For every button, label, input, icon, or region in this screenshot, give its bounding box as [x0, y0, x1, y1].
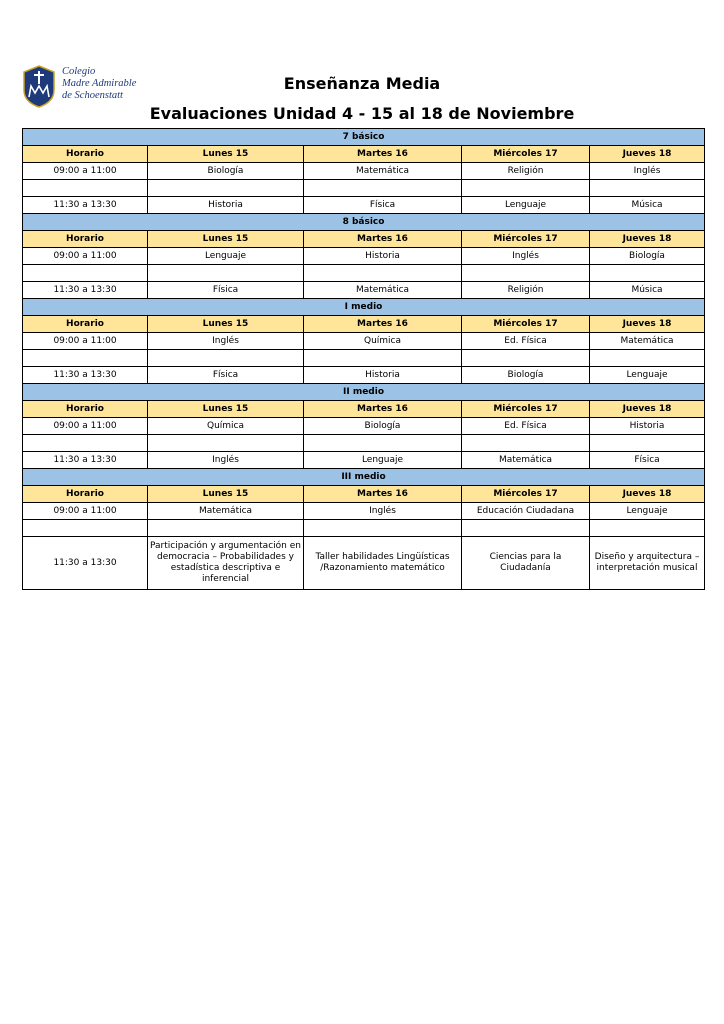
- table-row: [23, 503, 705, 520]
- column-header: Martes 16: [304, 231, 462, 248]
- subject-cell: Biología: [462, 367, 590, 384]
- empty-cell: [23, 180, 148, 197]
- subject-cell: Inglés: [148, 452, 304, 469]
- level-title: I medio: [23, 299, 705, 316]
- empty-cell: [148, 350, 304, 367]
- table-row: [23, 197, 705, 214]
- subject-cell: Biología: [148, 163, 304, 180]
- subject-cell: Matemática: [590, 333, 705, 350]
- column-header: Jueves 18: [590, 401, 705, 418]
- subject-cell: Biología: [590, 248, 705, 265]
- level-row: [23, 214, 705, 231]
- column-header: Horario: [23, 146, 148, 163]
- empty-cell: [304, 180, 462, 197]
- subject-cell: Matemática: [148, 503, 304, 520]
- subject-cell: Lenguaje: [590, 367, 705, 384]
- subject-cell: Diseño y arquitectura – interpretación musical: [590, 537, 705, 590]
- time-cell: 09:00 a 11:00: [23, 333, 148, 350]
- subject-cell: Religión: [462, 163, 590, 180]
- column-header: Miércoles 17: [462, 316, 590, 333]
- empty-cell: [462, 520, 590, 537]
- subject-cell: Física: [148, 367, 304, 384]
- time-cell: 11:30 a 13:30: [23, 367, 148, 384]
- logo-line: de Schoenstatt: [62, 90, 123, 101]
- table-row: [23, 163, 705, 180]
- level-title: 7 básico: [23, 129, 705, 146]
- time-cell: 09:00 a 11:00: [23, 503, 148, 520]
- subject-cell: Música: [590, 197, 705, 214]
- empty-cell: [23, 350, 148, 367]
- time-cell: 09:00 a 11:00: [23, 418, 148, 435]
- subject-cell: Lenguaje: [590, 503, 705, 520]
- table-row: [23, 452, 705, 469]
- subject-cell: Física: [304, 197, 462, 214]
- column-header-row: [23, 401, 705, 418]
- subject-cell: Historia: [304, 248, 462, 265]
- blank-row: [23, 350, 705, 367]
- subject-cell: Inglés: [590, 163, 705, 180]
- column-header: Martes 16: [304, 146, 462, 163]
- column-header: Martes 16: [304, 401, 462, 418]
- empty-cell: [462, 350, 590, 367]
- subject-cell: Ed. Física: [462, 418, 590, 435]
- subject-cell: Historia: [304, 367, 462, 384]
- subject-cell: Lenguaje: [462, 197, 590, 214]
- empty-cell: [148, 265, 304, 282]
- subject-cell: Matemática: [304, 163, 462, 180]
- subject-cell: Participación y argumentación en democracia – Probabilidades y estadística descriptiva e inferencial: [148, 537, 304, 590]
- empty-cell: [148, 180, 304, 197]
- blank-row: [23, 265, 705, 282]
- subject-cell: Inglés: [304, 503, 462, 520]
- column-header: Horario: [23, 231, 148, 248]
- column-header: Lunes 15: [148, 316, 304, 333]
- column-header: Martes 16: [304, 486, 462, 503]
- empty-cell: [23, 520, 148, 537]
- column-header-row: [23, 231, 705, 248]
- empty-cell: [23, 265, 148, 282]
- level-title: 8 básico: [23, 214, 705, 231]
- logo-line: Madre Admirable: [62, 78, 137, 89]
- column-header: Jueves 18: [590, 316, 705, 333]
- empty-cell: [462, 265, 590, 282]
- subject-cell: Taller habilidades Lingüísticas /Razonamiento matemático: [304, 537, 462, 590]
- table-row: [23, 367, 705, 384]
- empty-cell: [23, 435, 148, 452]
- subject-cell: Biología: [304, 418, 462, 435]
- table-row: [23, 333, 705, 350]
- empty-cell: [462, 435, 590, 452]
- page-title: Enseñanza Media: [283, 74, 441, 93]
- column-header-row: [23, 486, 705, 503]
- empty-cell: [590, 180, 705, 197]
- level-row: [23, 469, 705, 486]
- time-cell: 11:30 a 13:30: [23, 537, 148, 590]
- blank-row: [23, 520, 705, 537]
- subject-cell: Música: [590, 282, 705, 299]
- column-header: Horario: [23, 401, 148, 418]
- subject-cell: Ciencias para la Ciudadanía: [462, 537, 590, 590]
- subject-cell: Inglés: [148, 333, 304, 350]
- time-cell: 11:30 a 13:30: [23, 282, 148, 299]
- column-header: Miércoles 17: [462, 146, 590, 163]
- subject-cell: Matemática: [462, 452, 590, 469]
- column-header: Horario: [23, 316, 148, 333]
- column-header: Jueves 18: [590, 231, 705, 248]
- empty-cell: [304, 265, 462, 282]
- subject-cell: Matemática: [304, 282, 462, 299]
- subject-cell: Ed. Física: [462, 333, 590, 350]
- subject-cell: Lenguaje: [148, 248, 304, 265]
- subject-cell: Historia: [590, 418, 705, 435]
- evaluation-schedule-table: [22, 128, 705, 590]
- column-header: Miércoles 17: [462, 401, 590, 418]
- level-title: II medio: [23, 384, 705, 401]
- time-cell: 11:30 a 13:30: [23, 452, 148, 469]
- subject-cell: Educación Ciudadana: [462, 503, 590, 520]
- time-cell: 09:00 a 11:00: [23, 248, 148, 265]
- column-header: Horario: [23, 486, 148, 503]
- level-row: [23, 384, 705, 401]
- empty-cell: [304, 435, 462, 452]
- empty-cell: [148, 520, 304, 537]
- column-header: Miércoles 17: [462, 231, 590, 248]
- empty-cell: [304, 520, 462, 537]
- subject-cell: Inglés: [462, 248, 590, 265]
- empty-cell: [590, 350, 705, 367]
- level-title: III medio: [23, 469, 705, 486]
- column-header-row: [23, 316, 705, 333]
- blank-row: [23, 435, 705, 452]
- empty-cell: [462, 180, 590, 197]
- logo-line: Colegio: [62, 66, 96, 77]
- empty-cell: [304, 350, 462, 367]
- subject-cell: Lenguaje: [304, 452, 462, 469]
- subject-cell: Historia: [148, 197, 304, 214]
- page-subtitle: Evaluaciones Unidad 4 - 15 al 18 de Noviembre: [149, 104, 575, 123]
- empty-cell: [590, 435, 705, 452]
- blank-row: [23, 180, 705, 197]
- column-header: Jueves 18: [590, 486, 705, 503]
- subject-cell: Física: [148, 282, 304, 299]
- column-header-row: [23, 146, 705, 163]
- subject-cell: Química: [148, 418, 304, 435]
- level-row: [23, 129, 705, 146]
- column-header: Lunes 15: [148, 146, 304, 163]
- column-header: Jueves 18: [590, 146, 705, 163]
- level-row: [23, 299, 705, 316]
- column-header: Lunes 15: [148, 486, 304, 503]
- column-header: Lunes 15: [148, 401, 304, 418]
- subject-cell: Química: [304, 333, 462, 350]
- empty-cell: [148, 435, 304, 452]
- table-row: [23, 537, 705, 590]
- table-row: [23, 282, 705, 299]
- table-row: [23, 248, 705, 265]
- column-header: Martes 16: [304, 316, 462, 333]
- subject-cell: Religión: [462, 282, 590, 299]
- time-cell: 09:00 a 11:00: [23, 163, 148, 180]
- empty-cell: [590, 265, 705, 282]
- column-header: Lunes 15: [148, 231, 304, 248]
- subject-cell: Física: [590, 452, 705, 469]
- empty-cell: [590, 520, 705, 537]
- column-header: Miércoles 17: [462, 486, 590, 503]
- table-row: [23, 418, 705, 435]
- time-cell: 11:30 a 13:30: [23, 197, 148, 214]
